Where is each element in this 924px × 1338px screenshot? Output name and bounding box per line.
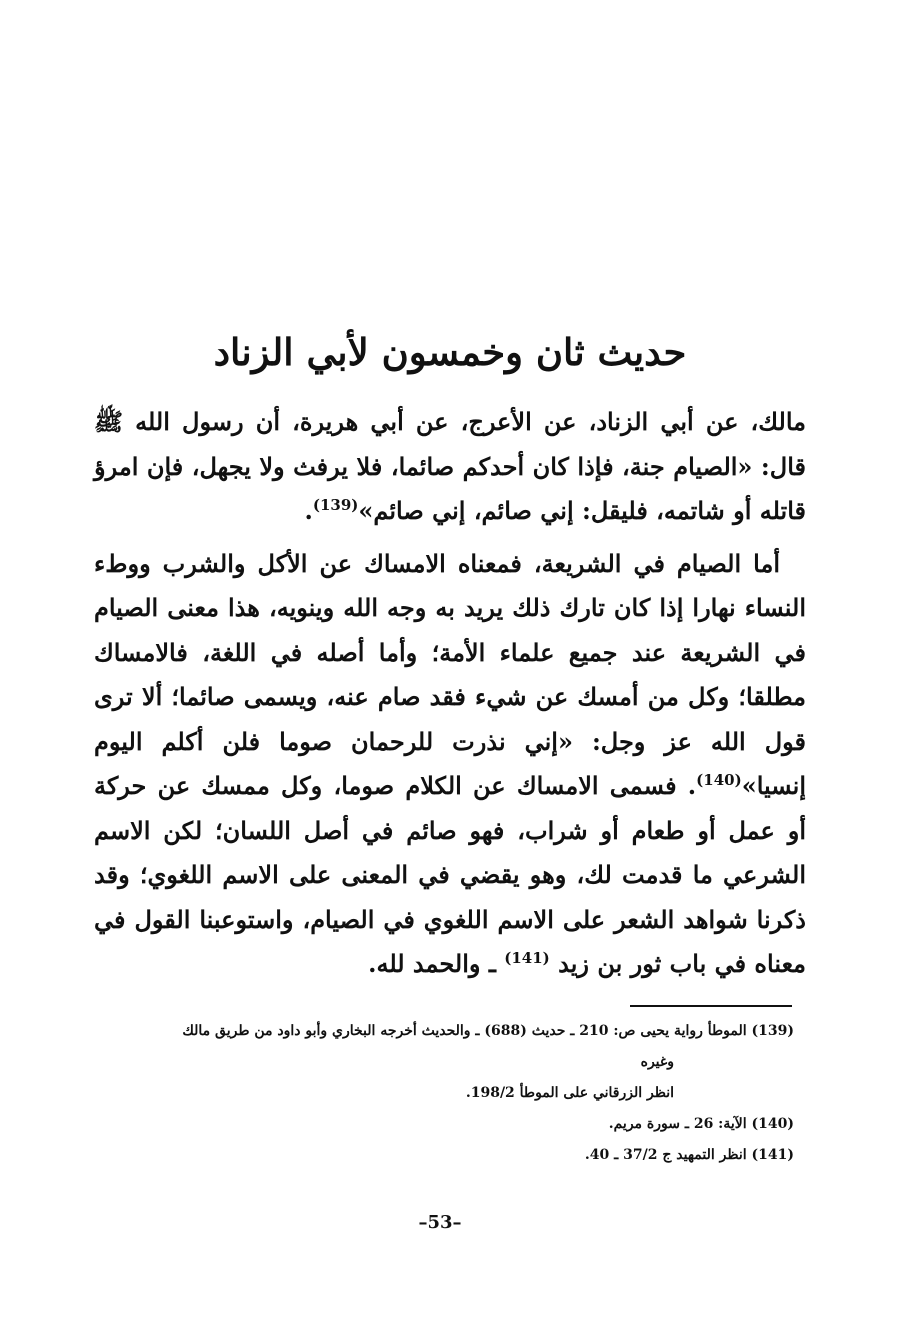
footnote-ref-139: (139) bbox=[312, 496, 359, 514]
main-text bbox=[94, 400, 806, 995]
footnote-ref-141: (141) bbox=[504, 949, 550, 967]
footnote-140: (140) الآية: 26 ـ سورة مريم. bbox=[608, 1116, 794, 1132]
footnote-ref-140: (140) bbox=[696, 771, 742, 789]
hadith-title: حديث ثان وخمسون لأبي الزناد bbox=[213, 330, 687, 374]
hadith-paragraph bbox=[94, 400, 806, 534]
commentary-text-1: أما الصيام في الشريعة، فمعناه الامساك عن الأكل والشرب ووطء النساء نهارا إذا كان تارك ذلك يريد به وجه الله وينويه، هذا معنى الصيام في الشريعة عند جميع علماء الأمة؛ وأما أصله في اللغة، فالامساك مطلقا؛ وكل من أمسك عن شيء فقد صام عنه، ويسمى صائما؛ ألا ترى قول الله عز وجل: «إني نذرت للرحمان صوما فلن أكلم اليوم إنسيا» bbox=[94, 548, 806, 800]
footnote-139: (139) الموطأ رواية يحيى ص: 210 ـ حديث (688) ـ والحديث أخرجه البخاري وأبو داود من طريق مالك bbox=[182, 1023, 794, 1039]
page-number: –53– bbox=[418, 1212, 462, 1233]
footnotes bbox=[86, 1016, 794, 1171]
footnote-separator bbox=[630, 1005, 792, 1007]
footnote-139-continuation: وغيره bbox=[640, 1054, 674, 1070]
footnote-141: (141) انظر التمهيد ج 37/2 ـ 40. bbox=[584, 1147, 794, 1163]
commentary-paragraph bbox=[94, 542, 806, 987]
hadith-end: . bbox=[304, 496, 313, 525]
commentary-text-3: ـ والحمد لله. bbox=[368, 949, 496, 978]
hadith-text: مالك، عن أبي الزناد، عن الأعرج، عن أبي هريرة، أن رسول الله ﷺ قال: «الصيام جنة، فإذا كان أحدكم صائما، فلا يرفث ولا يجهل، فإن امرؤ قاتله أو شاتمه، فليقل: إني صائم، إني صائم» bbox=[94, 407, 806, 525]
commentary-text-2: . فسمى الامساك عن الكلام صوما، وكل ممسك عن حركة أو عمل أو طعام أو شراب، فهو صائم في أصل اللسان؛ لكن الاسم الشرعي ما قدمت لك، وهو يقضي في المعنى على الاسم اللغوي؛ وقد ذكرنا شواهد الشعر على الاسم اللغوي في الصيام، واستوعبنا القول في معناه في باب ثور بن زيد bbox=[94, 771, 806, 978]
footnote-139-reference: انظر الزرقاني على الموطأ 198/2. bbox=[465, 1085, 674, 1101]
